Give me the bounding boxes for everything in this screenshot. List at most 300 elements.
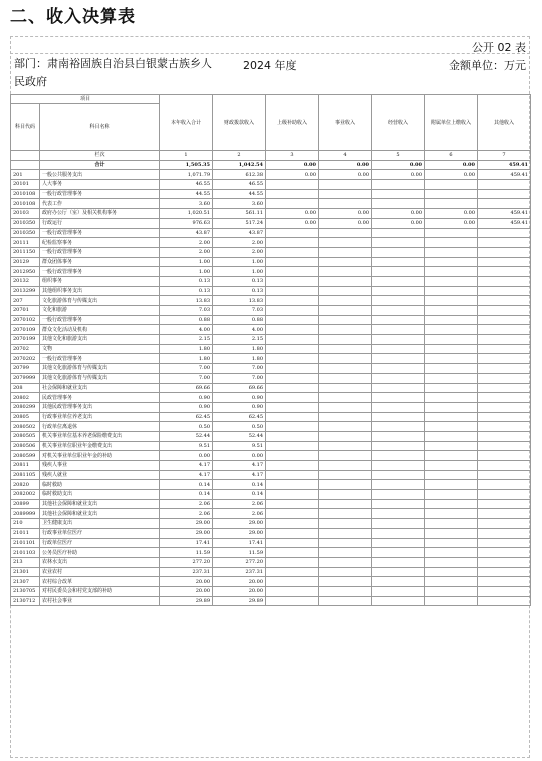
row-value: [372, 557, 425, 567]
row-value: [266, 441, 319, 451]
row-value: [319, 344, 372, 354]
row-value: 0.00: [425, 209, 478, 219]
row-value: 69.66: [213, 383, 266, 393]
row-value: 43.87: [160, 228, 213, 238]
table-row: [11, 354, 531, 364]
row-value: 7.03: [213, 306, 266, 316]
row-value: 4.00: [213, 325, 266, 335]
total-value: 1,505.35: [160, 160, 213, 170]
row-value: 44.55: [160, 189, 213, 199]
unit-label: 金额单位：万元: [449, 59, 526, 72]
row-value: [372, 296, 425, 306]
table-row: [11, 577, 531, 587]
row-value: [266, 509, 319, 519]
row-value: [266, 586, 319, 596]
row-value: [319, 538, 372, 548]
row-value: [425, 393, 478, 403]
row-value: [478, 306, 531, 316]
row-value: 0.14: [213, 480, 266, 490]
row-value: [266, 373, 319, 383]
row-value: 0.00: [319, 209, 372, 219]
row-value: [425, 267, 478, 277]
row-value: [372, 499, 425, 509]
row-name: 对村民委员会和村党支部的补助: [40, 586, 160, 596]
table-row: [11, 344, 531, 354]
row-value: 0.90: [160, 393, 213, 403]
row-value: [372, 422, 425, 432]
row-value: [266, 315, 319, 325]
table-row: [11, 422, 531, 432]
row-name: 行政单位离退休: [40, 422, 160, 432]
row-value: 612.38: [213, 170, 266, 180]
row-code: 2070109: [11, 325, 40, 335]
row-value: 1.00: [160, 257, 213, 267]
row-value: [372, 306, 425, 316]
col-header: 财政拨款收入: [213, 95, 266, 151]
table-row: [11, 199, 531, 209]
row-value: [478, 383, 531, 393]
row-value: 46.55: [160, 180, 213, 190]
row-value: [319, 315, 372, 325]
row-value: [372, 393, 425, 403]
total-value: 0.00: [425, 160, 478, 170]
row-value: 0.00: [425, 170, 478, 180]
row-value: [319, 596, 372, 606]
row-code: 208: [11, 383, 40, 393]
row-value: 0.14: [160, 480, 213, 490]
row-value: [478, 461, 531, 471]
table-row: [11, 276, 531, 286]
row-value: [425, 383, 478, 393]
row-value: 0.00: [266, 218, 319, 228]
table-row: [11, 519, 531, 529]
row-value: [425, 596, 478, 606]
col-number: 4: [319, 151, 372, 161]
row-value: 13.83: [213, 296, 266, 306]
row-code: 2130705: [11, 586, 40, 596]
row-value: [425, 470, 478, 480]
row-code: 2101101: [11, 538, 40, 548]
row-value: 4.17: [160, 470, 213, 480]
row-value: [425, 490, 478, 500]
total-value: 0.00: [319, 160, 372, 170]
table-row: [11, 373, 531, 383]
row-value: [266, 228, 319, 238]
table-row: [11, 286, 531, 296]
row-name: 组织事务: [40, 276, 160, 286]
row-value: [372, 538, 425, 548]
row-code: 2089999: [11, 509, 40, 519]
row-code: 21307: [11, 577, 40, 587]
row-value: [478, 189, 531, 199]
row-value: [478, 519, 531, 529]
row-name: 机关事业单位基本养老保险缴费支出: [40, 431, 160, 441]
row-value: [478, 393, 531, 403]
row-value: 1.00: [213, 267, 266, 277]
row-value: [319, 354, 372, 364]
row-value: 517.24: [213, 218, 266, 228]
row-name: 机关事业单位职业年金缴费支出: [40, 441, 160, 451]
row-code: 201: [11, 170, 40, 180]
row-value: [266, 393, 319, 403]
row-value: [372, 470, 425, 480]
row-name: 其他社会保障和就业支出: [40, 509, 160, 519]
table-row: [11, 509, 531, 519]
col-header: 附属单位上缴收入: [425, 95, 478, 151]
row-value: [319, 548, 372, 558]
row-value: [478, 354, 531, 364]
total-row: [11, 160, 531, 170]
row-value: [319, 267, 372, 277]
row-value: 7.00: [213, 364, 266, 374]
row-name: 文化旅游体育与传媒支出: [40, 296, 160, 306]
row-value: [425, 354, 478, 364]
row-value: [266, 451, 319, 461]
row-code: 20701: [11, 306, 40, 316]
row-value: [478, 548, 531, 558]
table-row: [11, 538, 531, 548]
row-value: 2.15: [160, 335, 213, 345]
row-value: [266, 402, 319, 412]
row-value: 0.14: [213, 490, 266, 500]
row-value: [319, 402, 372, 412]
row-name: 其他社会保障和就业支出: [40, 499, 160, 509]
col-header: 事业收入: [319, 95, 372, 151]
row-value: [372, 490, 425, 500]
row-value: 17.41: [213, 538, 266, 548]
row-value: 44.55: [213, 189, 266, 199]
row-code: 2010108: [11, 189, 40, 199]
row-value: 3.60: [160, 199, 213, 209]
total-value: 459.41: [478, 160, 531, 170]
row-value: [372, 247, 425, 257]
table-row: [11, 228, 531, 238]
row-name: 一般行政管理事务: [40, 315, 160, 325]
row-value: [266, 189, 319, 199]
row-value: [266, 199, 319, 209]
row-code: 2010350: [11, 228, 40, 238]
row-value: [266, 528, 319, 538]
row-value: 9.51: [160, 441, 213, 451]
row-value: 1.80: [160, 354, 213, 364]
row-value: [372, 480, 425, 490]
row-value: [266, 577, 319, 587]
row-value: [425, 373, 478, 383]
row-value: [319, 509, 372, 519]
row-value: [266, 490, 319, 500]
table-row: [11, 470, 531, 480]
row-value: [425, 325, 478, 335]
row-value: [372, 509, 425, 519]
row-value: [425, 335, 478, 345]
row-value: [372, 451, 425, 461]
row-value: [372, 354, 425, 364]
row-value: 2.00: [213, 238, 266, 248]
row-value: [319, 393, 372, 403]
row-value: [372, 441, 425, 451]
year-label: 2024 年度: [243, 59, 297, 72]
row-value: [319, 499, 372, 509]
row-code: 2130712: [11, 596, 40, 606]
table-row: [11, 296, 531, 306]
table-row: [11, 596, 531, 606]
row-value: [478, 364, 531, 374]
row-value: [266, 538, 319, 548]
row-code: 20805: [11, 412, 40, 422]
row-value: 0.88: [160, 315, 213, 325]
row-code: 20111: [11, 238, 40, 248]
row-code: 207: [11, 296, 40, 306]
row-value: [319, 199, 372, 209]
row-code: 20103: [11, 209, 40, 219]
row-value: 0.50: [213, 422, 266, 432]
page-title: 二、收入决算表: [10, 7, 136, 27]
row-value: [372, 267, 425, 277]
row-value: 17.41: [160, 538, 213, 548]
col-number: 1: [160, 151, 213, 161]
row-value: [319, 335, 372, 345]
table-row: [11, 335, 531, 345]
row-value: [372, 596, 425, 606]
row-value: [319, 238, 372, 248]
table-row: [11, 257, 531, 267]
row-value: [266, 267, 319, 277]
table-row: [11, 325, 531, 335]
row-value: 0.00: [160, 451, 213, 461]
row-name: 农村综合改革: [40, 577, 160, 587]
row-value: [478, 344, 531, 354]
row-value: 1.00: [160, 267, 213, 277]
row-name: 行政事业单位医疗: [40, 528, 160, 538]
row-value: [319, 373, 372, 383]
row-name: 群众文化活动及机构: [40, 325, 160, 335]
row-value: 2.06: [160, 509, 213, 519]
row-value: [266, 596, 319, 606]
total-label: 合计: [40, 160, 160, 170]
table-row: [11, 567, 531, 577]
row-code: 210: [11, 519, 40, 529]
row-name: 文物: [40, 344, 160, 354]
row-value: [478, 325, 531, 335]
col-header: 上级补助收入: [266, 95, 319, 151]
row-value: 13.83: [160, 296, 213, 306]
row-value: [425, 519, 478, 529]
col-number: 6: [425, 151, 478, 161]
row-value: [425, 180, 478, 190]
table-row: [11, 499, 531, 509]
form-code: 公开 02 表: [472, 41, 526, 54]
row-value: [319, 180, 372, 190]
row-value: [319, 451, 372, 461]
row-code: 2081105: [11, 470, 40, 480]
row-value: [266, 480, 319, 490]
row-value: [266, 296, 319, 306]
row-value: [319, 586, 372, 596]
row-value: 11.59: [160, 548, 213, 558]
row-code: 20129: [11, 257, 40, 267]
table-row: [11, 451, 531, 461]
row-value: [266, 431, 319, 441]
row-value: 11.59: [213, 548, 266, 558]
row-name: 其他民政管理事务支出: [40, 402, 160, 412]
row-value: [372, 548, 425, 558]
row-value: 2.00: [160, 247, 213, 257]
col-header: 其他收入: [478, 95, 531, 151]
row-name: 公务员医疗补助: [40, 548, 160, 558]
row-value: [266, 364, 319, 374]
row-value: 7.00: [160, 364, 213, 374]
row-value: 52.44: [160, 431, 213, 441]
col-number: 3: [266, 151, 319, 161]
row-value: [478, 509, 531, 519]
col-header: 经营收入: [372, 95, 425, 151]
row-value: [372, 257, 425, 267]
row-value: [266, 422, 319, 432]
table-row: [11, 238, 531, 248]
row-code: 2070102: [11, 315, 40, 325]
row-value: [478, 470, 531, 480]
row-value: 0.90: [160, 402, 213, 412]
row-value: 29.00: [160, 528, 213, 538]
row-value: 69.66: [160, 383, 213, 393]
row-value: [319, 189, 372, 199]
row-value: [319, 383, 372, 393]
row-value: 0.00: [372, 218, 425, 228]
row-value: 1,020.51: [160, 209, 213, 219]
table-row: [11, 412, 531, 422]
row-value: [425, 412, 478, 422]
row-name: 其他文化和旅游支出: [40, 335, 160, 345]
table-row: [11, 528, 531, 538]
row-value: [319, 296, 372, 306]
row-value: 2.06: [213, 509, 266, 519]
row-value: [319, 567, 372, 577]
row-value: 0.00: [319, 218, 372, 228]
row-name: 一般行政管理事务: [40, 189, 160, 199]
row-value: 0.50: [160, 422, 213, 432]
total-value: 0.00: [372, 160, 425, 170]
row-value: 46.55: [213, 180, 266, 190]
table-row: [11, 315, 531, 325]
row-value: [319, 461, 372, 471]
row-value: [425, 528, 478, 538]
row-value: 0.88: [213, 315, 266, 325]
table-row: [11, 461, 531, 471]
row-value: [319, 528, 372, 538]
row-name: 社会保障和就业支出: [40, 383, 160, 393]
income-table: [10, 94, 531, 606]
row-value: [319, 364, 372, 374]
table-row: [11, 306, 531, 316]
row-value: 459.41: [478, 218, 531, 228]
row-value: [478, 238, 531, 248]
row-value: [372, 412, 425, 422]
row-value: [319, 441, 372, 451]
row-code: 2080506: [11, 441, 40, 451]
row-value: [425, 557, 478, 567]
row-value: [372, 383, 425, 393]
table-row: [11, 170, 531, 180]
row-value: 237.31: [213, 567, 266, 577]
row-value: [478, 267, 531, 277]
row-value: [478, 257, 531, 267]
table-row: [11, 431, 531, 441]
row-value: [372, 364, 425, 374]
row-code: 21301: [11, 567, 40, 577]
row-value: 4.17: [160, 461, 213, 471]
row-value: [425, 402, 478, 412]
row-value: [319, 228, 372, 238]
row-value: [319, 431, 372, 441]
row-code: 20799: [11, 364, 40, 374]
row-value: [266, 257, 319, 267]
row-name: 代表工作: [40, 199, 160, 209]
row-value: 4.17: [213, 470, 266, 480]
row-value: [372, 199, 425, 209]
row-value: [425, 364, 478, 374]
row-value: [425, 296, 478, 306]
department-label: 部门：肃南裕固族自治县白银蒙古族乡人民政府: [14, 57, 212, 88]
table-row: [11, 480, 531, 490]
row-value: [319, 480, 372, 490]
col-number: 7: [478, 151, 531, 161]
table-row: [11, 441, 531, 451]
row-value: [372, 586, 425, 596]
row-value: [425, 228, 478, 238]
row-value: 277.20: [213, 557, 266, 567]
row-value: 459.41: [478, 170, 531, 180]
row-value: [425, 548, 478, 558]
row-value: [319, 577, 372, 587]
row-code: 2080502: [11, 422, 40, 432]
col-label: 栏次: [40, 151, 160, 161]
table-row: [11, 383, 531, 393]
row-value: [425, 538, 478, 548]
row-value: [372, 180, 425, 190]
row-name: 人大事务: [40, 180, 160, 190]
row-value: 237.31: [160, 567, 213, 577]
row-value: [478, 422, 531, 432]
table-row: [11, 586, 531, 596]
row-value: [425, 247, 478, 257]
row-name: 临时救助: [40, 480, 160, 490]
row-value: [319, 557, 372, 567]
row-value: [266, 519, 319, 529]
row-value: 29.00: [213, 519, 266, 529]
project-header: 项目: [11, 95, 160, 104]
row-value: [266, 335, 319, 345]
row-value: 0.13: [160, 276, 213, 286]
row-value: [478, 335, 531, 345]
row-value: [425, 567, 478, 577]
row-code: 2070199: [11, 335, 40, 345]
code-header: 科目代码: [11, 104, 40, 151]
row-value: [266, 276, 319, 286]
row-code: 20702: [11, 344, 40, 354]
row-code: 20101: [11, 180, 40, 190]
row-value: [425, 451, 478, 461]
row-value: [372, 431, 425, 441]
column-number-row: [11, 151, 531, 161]
row-value: [425, 461, 478, 471]
row-value: [266, 412, 319, 422]
row-value: [266, 247, 319, 257]
row-name: 一般行政管理事务: [40, 354, 160, 364]
row-value: [478, 228, 531, 238]
row-name: 临时救助支出: [40, 490, 160, 500]
row-value: [319, 412, 372, 422]
row-value: 0.00: [213, 451, 266, 461]
